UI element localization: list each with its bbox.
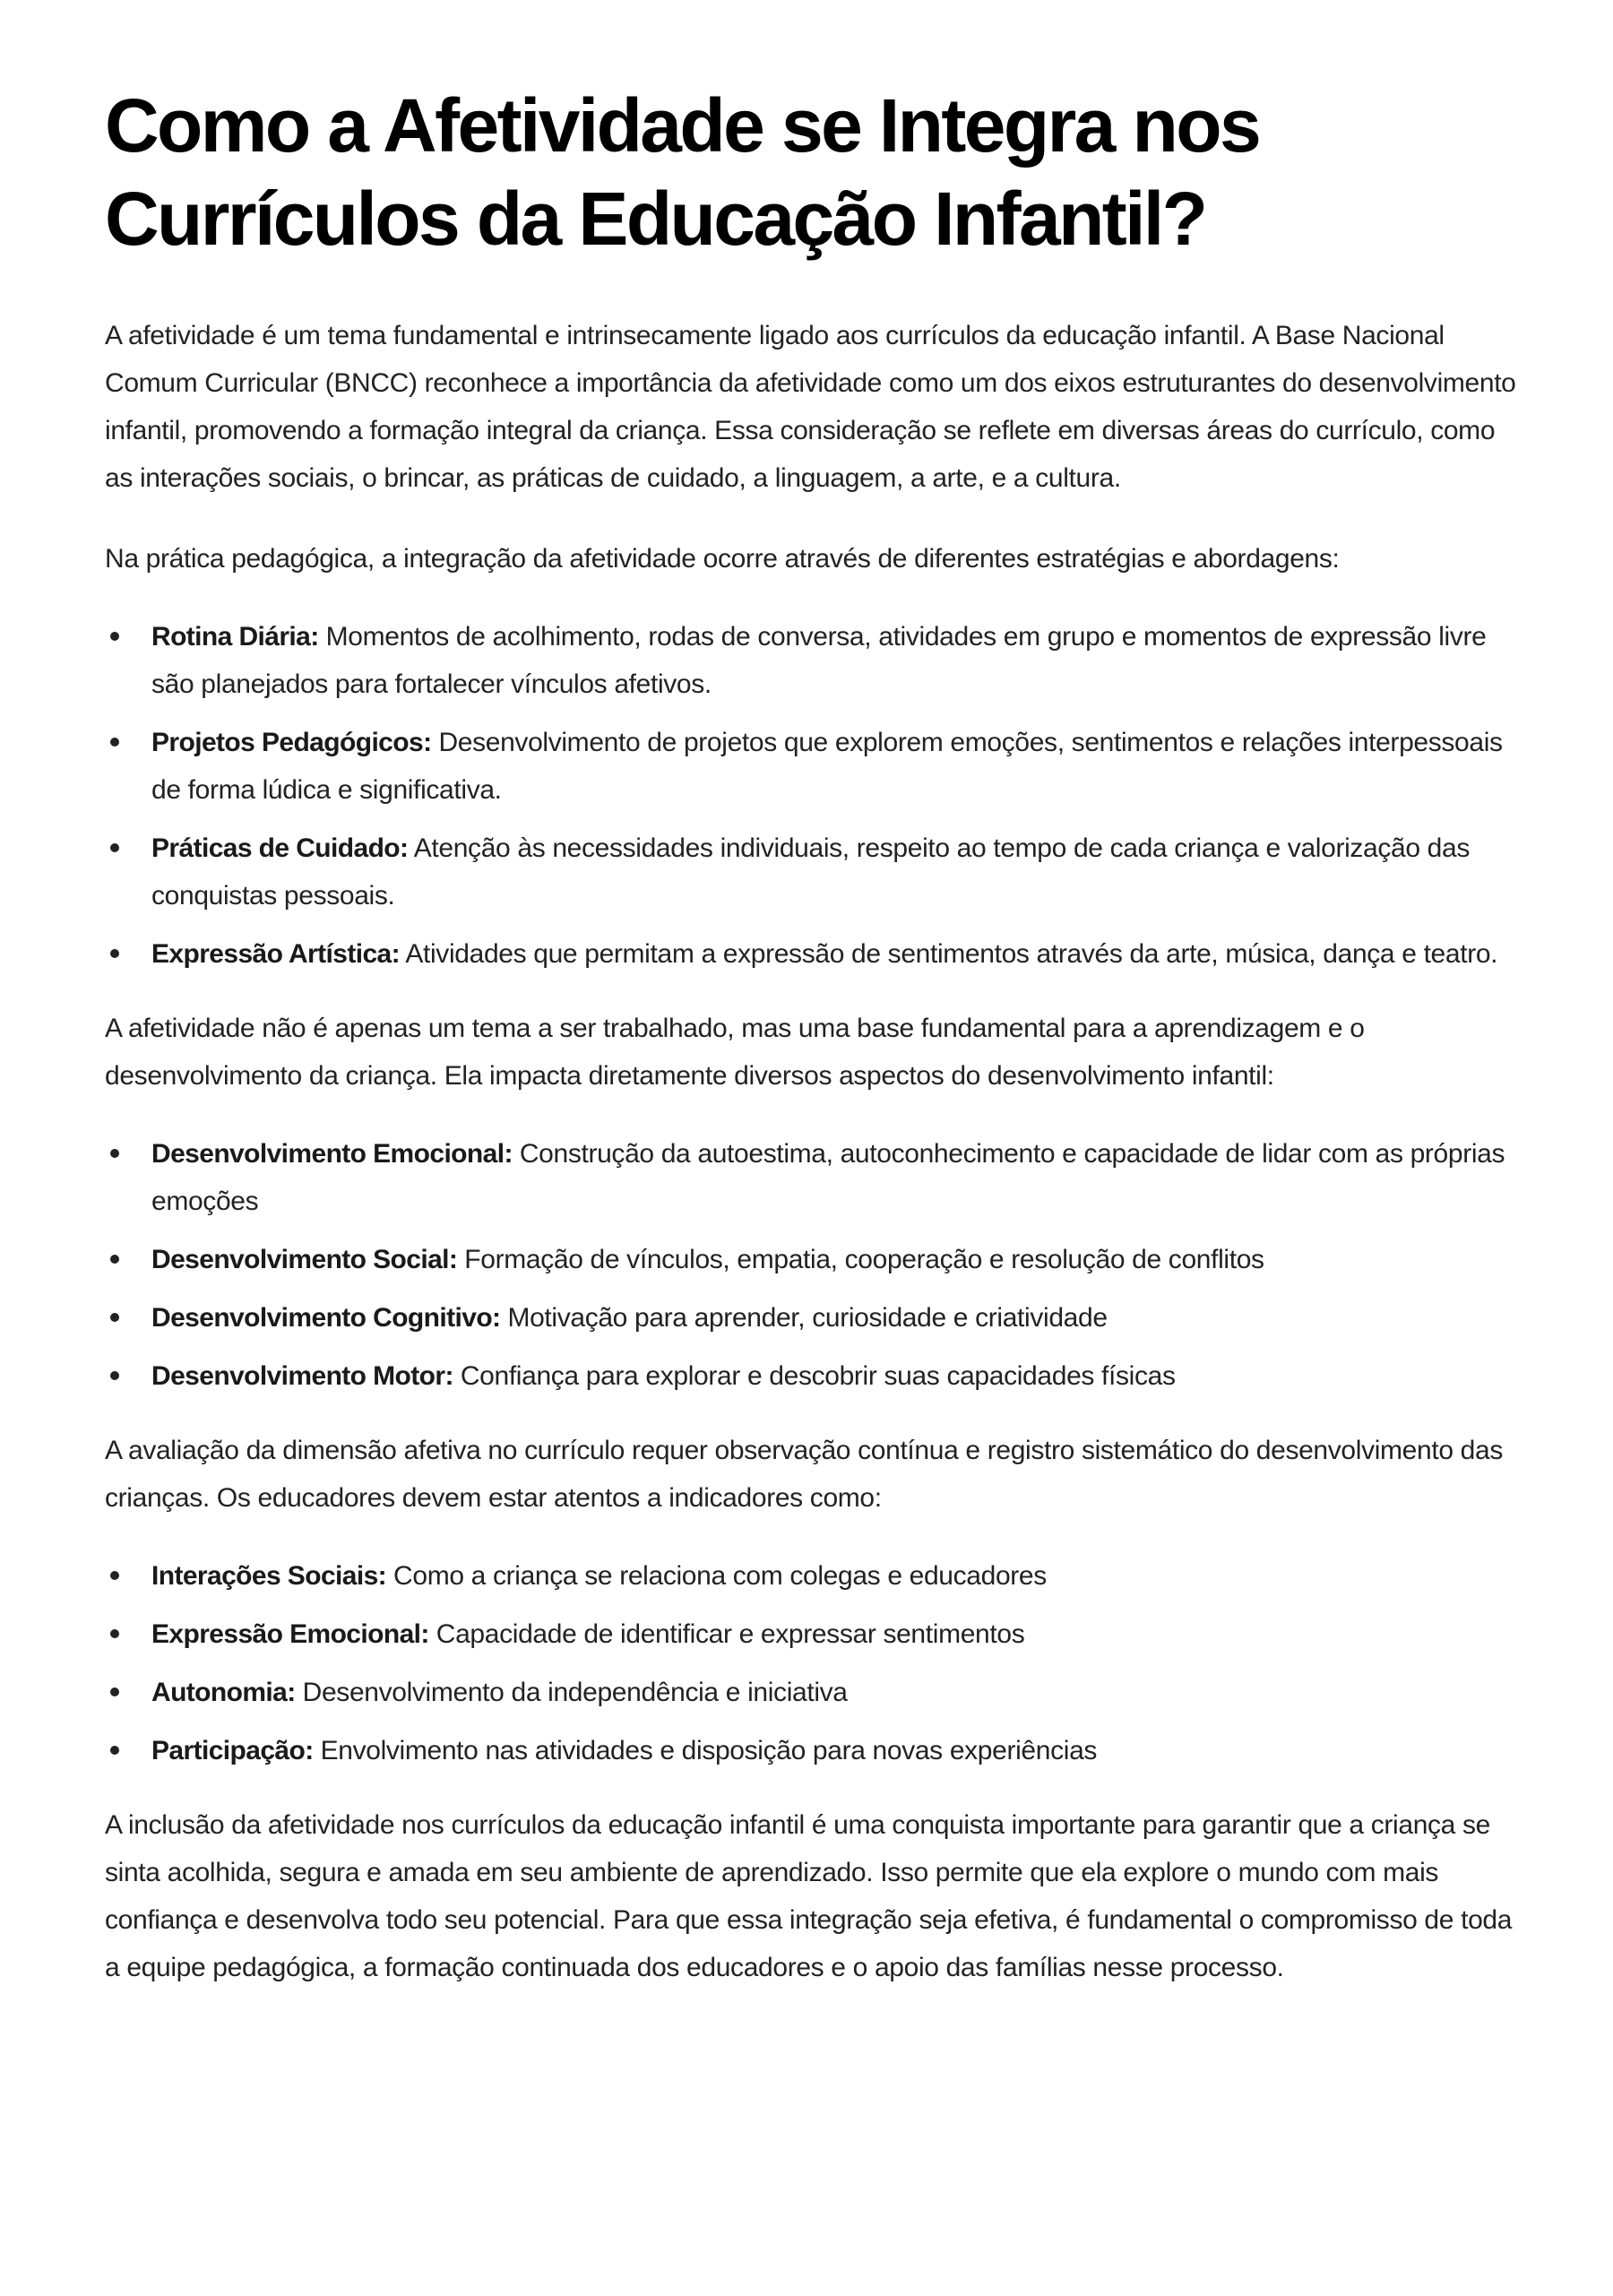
list-item [105, 1552, 1521, 1600]
list-item-term: Projetos Pedagógicos: [151, 728, 432, 757]
list-item-term: Desenvolvimento Cognitivo: [151, 1303, 501, 1333]
evaluation-paragraph: A avaliação da dimensão afetiva no currículo requer observação contínua e registro sistemático do desenvolvimento das crianças. Os educadores devem estar atentos a indicadores como: [105, 1436, 1503, 1513]
bullet-icon [110, 632, 119, 641]
list-item [105, 1669, 1521, 1716]
list-item-term: Rotina Diária: [151, 622, 319, 652]
evaluation-list [105, 1552, 1521, 1774]
bullet-icon [110, 1687, 119, 1696]
practice-list [105, 613, 1521, 978]
list-item-text: Confiança para explorar e descobrir suas capacidades físicas [453, 1361, 1176, 1391]
practice-paragraph: Na prática pedagógica, a integração da afetividade ocorre através de diferentes estratégias e abordagens: [105, 544, 1340, 574]
bullet-icon [110, 738, 119, 747]
list-item [105, 719, 1521, 814]
document-page [105, 79, 1521, 1991]
list-item-text: Desenvolvimento da independência e iniciativa [295, 1678, 848, 1707]
list-item [105, 824, 1521, 919]
list-item-text: Atenção às necessidades individuais, respeito ao tempo de cada criança e valorização das conquistas pessoais. [151, 833, 1471, 911]
bullet-icon [110, 1371, 119, 1380]
page-title: Como a Afetividade se Integra nos Currículos da Educação Infantil? [105, 83, 1260, 261]
list-item-term: Desenvolvimento Motor: [151, 1361, 453, 1391]
list-item [105, 1727, 1521, 1774]
intro-paragraph: A afetividade é um tema fundamental e intrinsecamente ligado aos currículos da educação infantil. A Base Nacional Comum Curricular (BNCC) reconhece a importância da afetividade como um dos eixos estruturantes do desenvolvimento infantil, promovendo a formação integral da criança. Essa consideração se reflete em diversas áreas do currículo, como as interações sociais, o brincar, as práticas de cuidado, a linguagem, a arte, e a cultura. [105, 321, 1516, 493]
list-item-term: Autonomia: [151, 1678, 296, 1707]
bullet-icon [110, 949, 119, 958]
list-item-text: Como a criança se relaciona com colegas e educadores [386, 1561, 1047, 1591]
list-item-text: Formação de vínculos, empatia, cooperação e resolução de conflitos [457, 1245, 1264, 1274]
list-item [105, 1236, 1521, 1283]
list-item-term: Participação: [151, 1736, 314, 1765]
list-item-text: Atividades que permitam a expressão de sentimentos através da arte, música, dança e teatro. [400, 939, 1498, 969]
bullet-icon [110, 1629, 119, 1638]
list-item-term: Desenvolvimento Social: [151, 1245, 458, 1274]
conclusion-paragraph: A inclusão da afetividade nos currículos da educação infantil é uma conquista importante para garantir que a criança se sinta acolhida, segura e amada em seu ambiente de aprendizado. Isso permite que ela explore o mundo com mais confiança e desenvolva todo seu potencial. Para que essa integração seja efetiva, é fundamental o compromisso de toda a equipe pedagógica, a formação continuada dos educadores e o apoio das famílias nesse processo. [105, 1810, 1513, 1982]
list-item-term: Desenvolvimento Emocional: [151, 1139, 513, 1169]
list-item-text: Motivação para aprender, curiosidade e criatividade [500, 1303, 1108, 1333]
bullet-icon [110, 843, 119, 852]
list-item-text: Construção da autoestima, autoconhecimento e capacidade de lidar com as próprias emoções [151, 1139, 1505, 1216]
list-item [105, 613, 1521, 708]
list-item [105, 1352, 1521, 1400]
list-item [105, 1294, 1521, 1342]
bullet-icon [110, 1149, 119, 1158]
list-item [105, 930, 1521, 978]
list-item-text: Desenvolvimento de projetos que explorem emoções, sentimentos e relações interpessoais de forma lúdica e significativa. [151, 728, 1503, 805]
bullet-icon [110, 1571, 119, 1580]
list-item [105, 1130, 1521, 1225]
list-item-term: Interações Sociais: [151, 1561, 387, 1591]
impact-list [105, 1130, 1521, 1400]
bullet-icon [110, 1255, 119, 1264]
impact-paragraph: A afetividade não é apenas um tema a ser trabalhado, mas uma base fundamental para a aprendizagem e o desenvolvimento da criança. Ela impacta diretamente diversos aspectos do desenvolvimento infantil: [105, 1014, 1365, 1091]
list-item-text: Momentos de acolhimento, rodas de conversa, atividades em grupo e momentos de expressão livre são planejados para fortalecer vínculos afetivos. [151, 622, 1487, 699]
list-item-text: Capacidade de identificar e expressar sentimentos [428, 1619, 1025, 1649]
list-item-term: Práticas de Cuidado: [151, 833, 409, 863]
bullet-icon [110, 1313, 119, 1322]
list-item-term: Expressão Artística: [151, 939, 401, 969]
bullet-icon [110, 1746, 119, 1755]
list-item [105, 1610, 1521, 1658]
list-item-text: Envolvimento nas atividades e disposição para novas experiências [313, 1736, 1098, 1765]
list-item-term: Expressão Emocional: [151, 1619, 429, 1649]
